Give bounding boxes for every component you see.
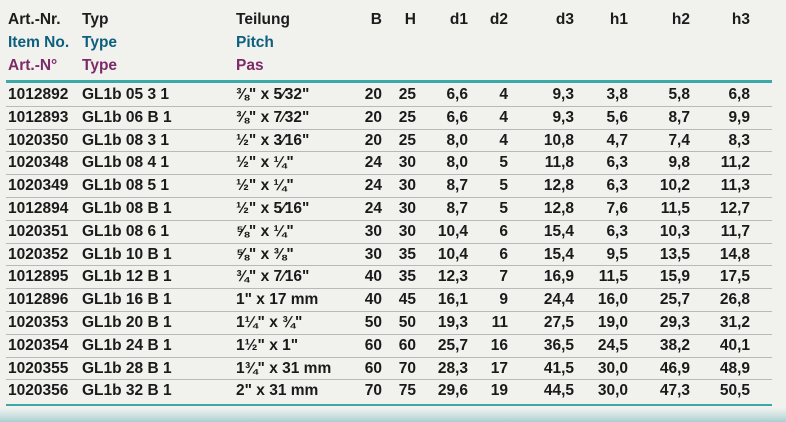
cell-h3: 11,3 [720, 177, 750, 195]
cell-d2: 4 [499, 86, 508, 103]
header-type-fr: Type [82, 57, 118, 74]
cell-teilung: ⅝" x ¼" [236, 222, 294, 240]
cell-teilung: 1½" x 1" [236, 336, 299, 354]
cell-h2: 10,3 [659, 222, 690, 240]
table-row [0, 221, 786, 244]
cell-d3: 11,8 [544, 154, 574, 172]
cell-teilung: ½" x ¼" [236, 154, 294, 172]
cell-b: 30 [364, 245, 382, 263]
header-teilung: Teilung [236, 11, 290, 28]
cell-h: 25 [398, 86, 416, 103]
cell-typ: GL1b 08 B 1 [82, 199, 172, 217]
header-divider [6, 80, 772, 83]
cell-h: 50 [398, 313, 416, 331]
cell-h1: 16,0 [597, 291, 628, 309]
cell-art-nr: 1020356 [8, 382, 69, 400]
cell-h2: 46,9 [659, 359, 690, 377]
cell-h3: 48,9 [719, 359, 750, 377]
cell-h3: 11,2 [720, 154, 750, 172]
table-row [0, 380, 786, 403]
cell-h3: 11,7 [720, 222, 750, 240]
cell-h1: 3,8 [606, 86, 628, 103]
cell-h1: 24,5 [597, 336, 628, 354]
cell-d1: 6,6 [446, 108, 468, 126]
cell-h1: 6,3 [606, 154, 628, 172]
header-type-en: Type [82, 34, 118, 51]
cell-d3: 15,4 [543, 222, 574, 240]
cell-d3: 44,5 [543, 382, 574, 400]
cell-b: 20 [364, 86, 382, 103]
cell-d3: 10,8 [543, 131, 574, 149]
cell-h3: 26,8 [719, 291, 750, 309]
cell-d1: 8,0 [446, 154, 468, 172]
cell-teilung: ½" x 5⁄16" [236, 199, 310, 217]
cell-h3: 31,2 [719, 313, 750, 331]
table-row [0, 266, 786, 289]
cell-h: 70 [398, 359, 416, 377]
cell-art-nr: 1012896 [8, 291, 69, 309]
cell-d2: 4 [499, 108, 508, 126]
cell-h: 30 [398, 177, 416, 195]
header-h: H [404, 11, 416, 28]
cell-h: 25 [398, 131, 416, 149]
cell-d1: 19,3 [437, 313, 468, 331]
cell-b: 20 [364, 131, 382, 149]
cell-typ: GL1b 08 6 1 [82, 222, 170, 240]
cell-d2: 5 [499, 177, 508, 195]
cell-teilung: ½" x 3⁄16" [236, 131, 310, 149]
table-row [0, 175, 786, 198]
cell-d1: 8,7 [446, 177, 468, 195]
cell-art-nr: 1020350 [8, 131, 69, 149]
cell-d2: 17 [490, 359, 508, 377]
cell-art-nr: 1020351 [8, 222, 69, 240]
cell-typ: GL1b 24 B 1 [82, 336, 172, 354]
cell-teilung: ½" x ¼" [236, 177, 294, 195]
header-h1: h1 [609, 11, 628, 28]
table-row [0, 198, 786, 221]
header-d2: d2 [489, 11, 508, 28]
table-row [0, 130, 786, 153]
cell-h1: 6,3 [606, 177, 628, 195]
cell-art-nr: 1012893 [8, 108, 69, 126]
cell-d2: 6 [499, 222, 508, 240]
cell-teilung: ⅜" x 5⁄32" [236, 86, 310, 103]
cell-d1: 29,6 [437, 382, 468, 400]
cell-d2: 16 [490, 336, 508, 354]
cell-teilung: 1¼" x ¾" [236, 313, 303, 331]
cell-b: 24 [364, 154, 382, 172]
header-row-english [0, 31, 786, 54]
header-h3: h3 [731, 11, 750, 28]
cell-h: 30 [398, 199, 416, 217]
table-row [0, 84, 786, 107]
cell-d3: 12,8 [543, 177, 574, 195]
cell-typ: GL1b 28 B 1 [82, 359, 172, 377]
cell-typ: GL1b 16 B 1 [82, 291, 172, 309]
cell-h1: 4,7 [606, 131, 628, 149]
cell-h2: 5,8 [668, 86, 690, 103]
cell-h2: 11,5 [660, 199, 690, 217]
cell-teilung: ⅜" x 7⁄32" [236, 108, 310, 126]
cell-d2: 19 [490, 382, 508, 400]
header-b: B [370, 11, 382, 28]
cell-b: 70 [364, 382, 382, 400]
cell-b: 40 [364, 291, 382, 309]
table-row [0, 244, 786, 267]
cell-typ: GL1b 06 B 1 [82, 108, 172, 126]
header-row-french [0, 54, 786, 77]
cell-d3: 15,4 [543, 245, 574, 263]
cell-h1: 9,5 [606, 245, 628, 263]
cell-d3: 36,5 [543, 336, 574, 354]
cell-b: 50 [364, 313, 382, 331]
cell-h3: 17,5 [719, 268, 750, 286]
cell-h2: 9,8 [668, 154, 690, 172]
table-row [0, 312, 786, 335]
table-bottom-divider [6, 404, 772, 406]
header-d1: d1 [449, 11, 468, 28]
cell-h2: 8,7 [668, 108, 690, 126]
header-pitch: Pitch [236, 34, 274, 51]
cell-h: 30 [398, 222, 416, 240]
header-art-nr: Art.-Nr. [8, 11, 61, 28]
cell-b: 30 [364, 222, 382, 240]
cell-h1: 11,5 [598, 268, 628, 286]
cell-d1: 16,1 [437, 291, 468, 309]
cell-h3: 6,8 [728, 86, 750, 103]
cell-d3: 41,5 [543, 359, 574, 377]
cell-h2: 10,2 [659, 177, 690, 195]
cell-art-nr: 1020348 [8, 154, 69, 172]
cell-d1: 12,3 [437, 268, 468, 286]
cell-h: 25 [398, 108, 416, 126]
cell-teilung: 1¾" x 31 mm [236, 359, 332, 377]
cell-h: 45 [398, 291, 416, 309]
cell-art-nr: 1020353 [8, 313, 69, 331]
cell-teilung: 2" x 31 mm [236, 382, 319, 400]
cell-teilung: ¾" x 7⁄16" [236, 268, 310, 286]
cell-art-nr: 1012895 [8, 268, 69, 286]
cell-b: 24 [364, 199, 382, 217]
cell-d1: 8,7 [446, 199, 468, 217]
cell-h3: 40,1 [719, 336, 750, 354]
cell-b: 24 [364, 177, 382, 195]
cell-d2: 6 [499, 245, 508, 263]
cell-d1: 10,4 [437, 222, 468, 240]
cell-h1: 30,0 [597, 382, 628, 400]
table-row [0, 152, 786, 175]
header-d3: d3 [555, 11, 574, 28]
cell-h3: 14,8 [719, 245, 750, 263]
cell-h3: 8,3 [728, 131, 750, 149]
cell-d1: 10,4 [437, 245, 468, 263]
cell-h: 30 [398, 154, 416, 172]
header-pas: Pas [236, 57, 264, 74]
table-row [0, 335, 786, 358]
cell-art-nr: 1020352 [8, 245, 69, 263]
header-h2: h2 [671, 11, 690, 28]
cell-h1: 5,6 [606, 108, 628, 126]
cell-art-nr: 1020349 [8, 177, 69, 195]
cell-typ: GL1b 32 B 1 [82, 382, 172, 400]
cell-art-nr: 1012892 [8, 86, 69, 103]
cell-h1: 7,6 [606, 199, 628, 217]
table-body [0, 84, 786, 403]
cell-d2: 5 [499, 154, 508, 172]
cell-d3: 24,4 [543, 291, 574, 309]
cell-h2: 25,7 [659, 291, 690, 309]
cell-b: 60 [364, 336, 382, 354]
cell-h: 35 [398, 268, 416, 286]
cell-typ: GL1b 08 3 1 [82, 131, 170, 149]
cell-h3: 12,7 [719, 199, 750, 217]
cell-d1: 28,3 [437, 359, 468, 377]
cell-h: 35 [398, 245, 416, 263]
cell-h1: 6,3 [606, 222, 628, 240]
cell-d2: 5 [499, 199, 508, 217]
cell-b: 40 [364, 268, 382, 286]
cell-h: 75 [398, 382, 416, 400]
cell-typ: GL1b 10 B 1 [82, 245, 172, 263]
header-art-n: Art.-N° [8, 57, 58, 74]
cell-h1: 30,0 [597, 359, 628, 377]
table-row [0, 107, 786, 130]
cell-h2: 15,9 [659, 268, 690, 286]
cell-art-nr: 1020355 [8, 359, 69, 377]
decorative-footer-band [0, 408, 786, 422]
cell-h3: 9,9 [728, 108, 750, 126]
table-header [0, 8, 786, 77]
table-row [0, 289, 786, 312]
cell-teilung: ⅝" x ⅜" [236, 245, 294, 263]
cell-d3: 9,3 [552, 108, 574, 126]
cell-h2: 47,3 [659, 382, 690, 400]
cell-h2: 38,2 [659, 336, 690, 354]
cell-d2: 11 [491, 313, 508, 331]
cell-d3: 16,9 [543, 268, 574, 286]
cell-d2: 9 [499, 291, 508, 309]
cell-h2: 13,5 [659, 245, 690, 263]
cell-d1: 6,6 [446, 86, 468, 103]
cell-art-nr: 1012894 [8, 199, 69, 217]
cell-b: 20 [364, 108, 382, 126]
cell-typ: GL1b 05 3 1 [82, 86, 170, 103]
header-typ: Typ [82, 11, 109, 28]
cell-d2: 7 [499, 268, 508, 286]
cell-h2: 7,4 [668, 131, 690, 149]
cell-art-nr: 1020354 [8, 336, 69, 354]
cell-typ: GL1b 08 5 1 [82, 177, 170, 195]
cell-d1: 25,7 [437, 336, 468, 354]
cell-teilung: 1" x 17 mm [236, 291, 319, 309]
table-row [0, 358, 786, 381]
cell-typ: GL1b 08 4 1 [82, 154, 170, 172]
cell-d1: 8,0 [446, 131, 468, 149]
cell-h1: 19,0 [597, 313, 628, 331]
header-item-no: Item No. [8, 34, 70, 51]
header-row-german [0, 8, 786, 31]
cell-h3: 50,5 [719, 382, 750, 400]
cell-typ: GL1b 20 B 1 [82, 313, 172, 331]
cell-h2: 29,3 [659, 313, 690, 331]
cell-typ: GL1b 12 B 1 [82, 268, 172, 286]
cell-h: 60 [398, 336, 416, 354]
cell-b: 60 [364, 359, 382, 377]
cell-d3: 12,8 [543, 199, 574, 217]
cell-d3: 9,3 [552, 86, 574, 103]
cell-d2: 4 [499, 131, 508, 149]
cell-d3: 27,5 [543, 313, 574, 331]
